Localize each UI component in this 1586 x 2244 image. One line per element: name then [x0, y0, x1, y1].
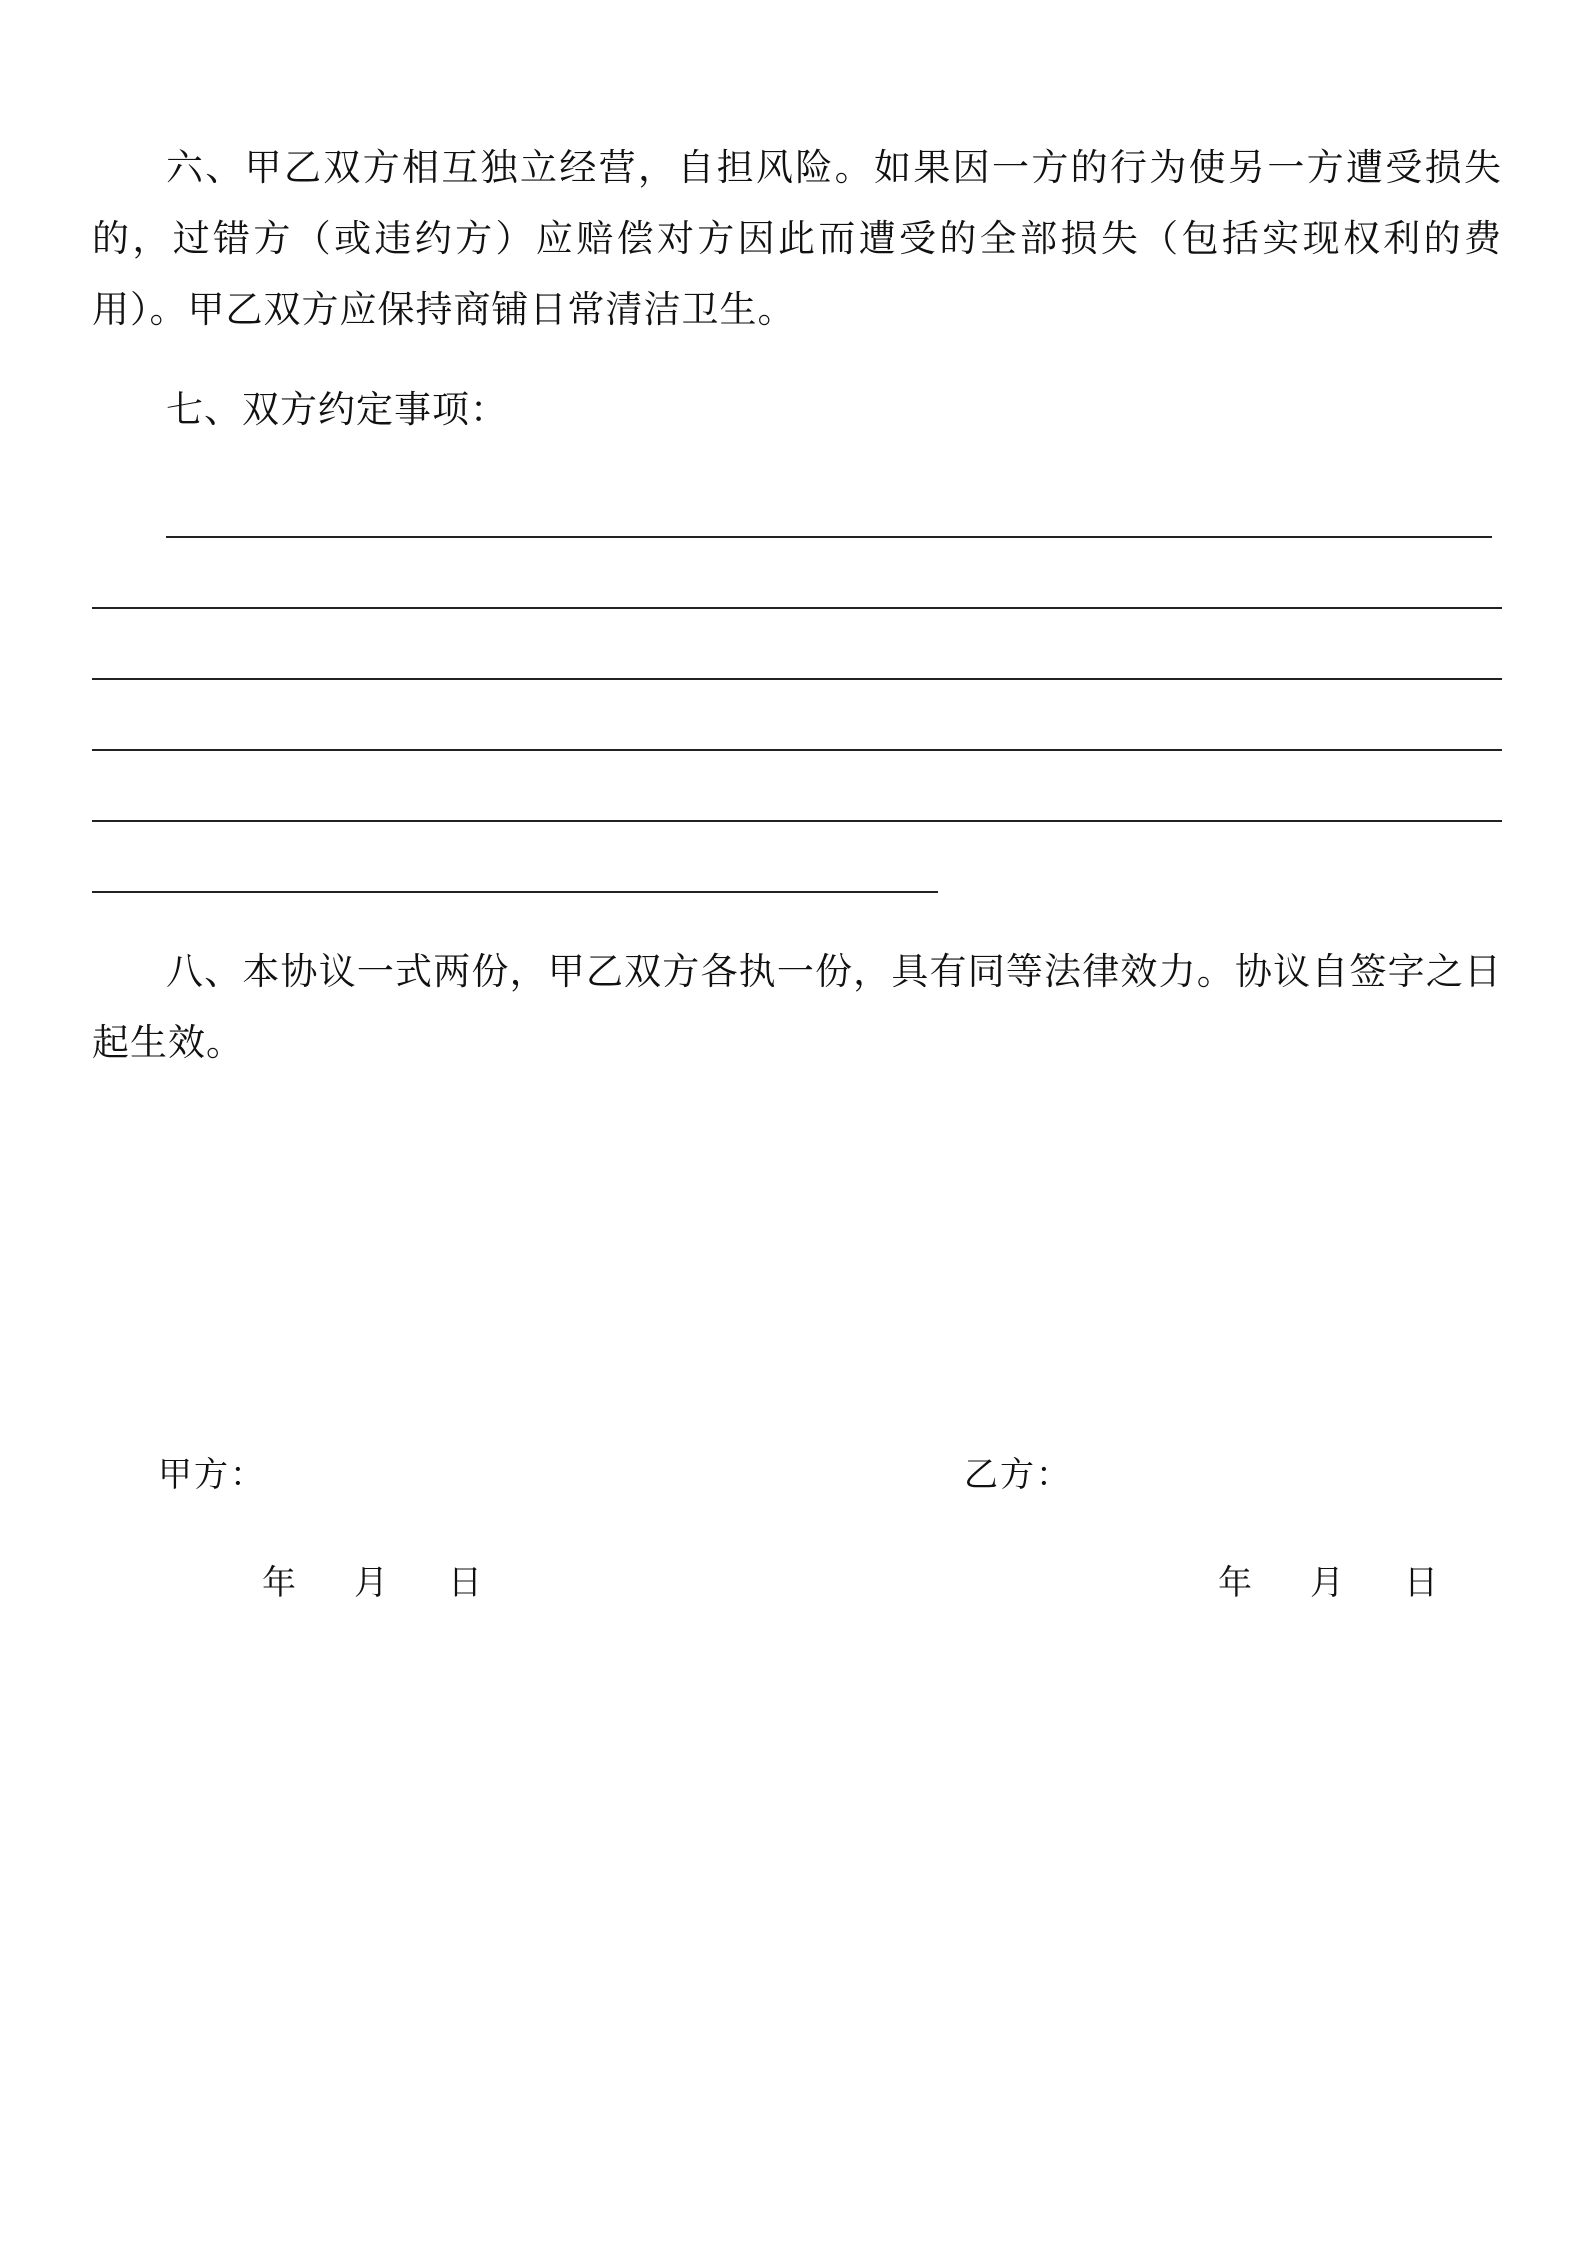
- fill-in-line: [92, 678, 1502, 680]
- date-year-label: 年: [262, 1563, 296, 1603]
- clause-eight: 八、本协议一式两份，甲乙双方各执一份，具有同等法律效力。协议自签字之日起生效。: [92, 950, 1502, 1064]
- clause-six: 六、甲乙双方相互独立经营，自担风险。如果因一方的行为使另一方遭受损失的，过错方（或违约方）应赔偿对方因此而遭受的全部损失（包括实现权利的费用）。甲乙双方应保持商铺日常清洁卫生。: [92, 146, 1502, 331]
- date-day-label: 日: [448, 1563, 482, 1603]
- date-day-label: 日: [1404, 1563, 1438, 1603]
- fill-in-line: [92, 749, 1502, 751]
- fill-in-line: [92, 820, 1502, 822]
- fill-in-line: [166, 536, 1492, 538]
- fill-in-line: [92, 891, 938, 893]
- party-a-label: 甲方：: [158, 1455, 266, 1495]
- clause-seven: 七、双方约定事项：: [166, 388, 508, 431]
- fill-in-line: [92, 607, 1502, 609]
- party-b-label: 乙方：: [964, 1455, 1072, 1495]
- date-month-label: 月: [1310, 1563, 1344, 1603]
- date-year-label: 年: [1218, 1563, 1252, 1603]
- date-month-label: 月: [354, 1563, 388, 1603]
